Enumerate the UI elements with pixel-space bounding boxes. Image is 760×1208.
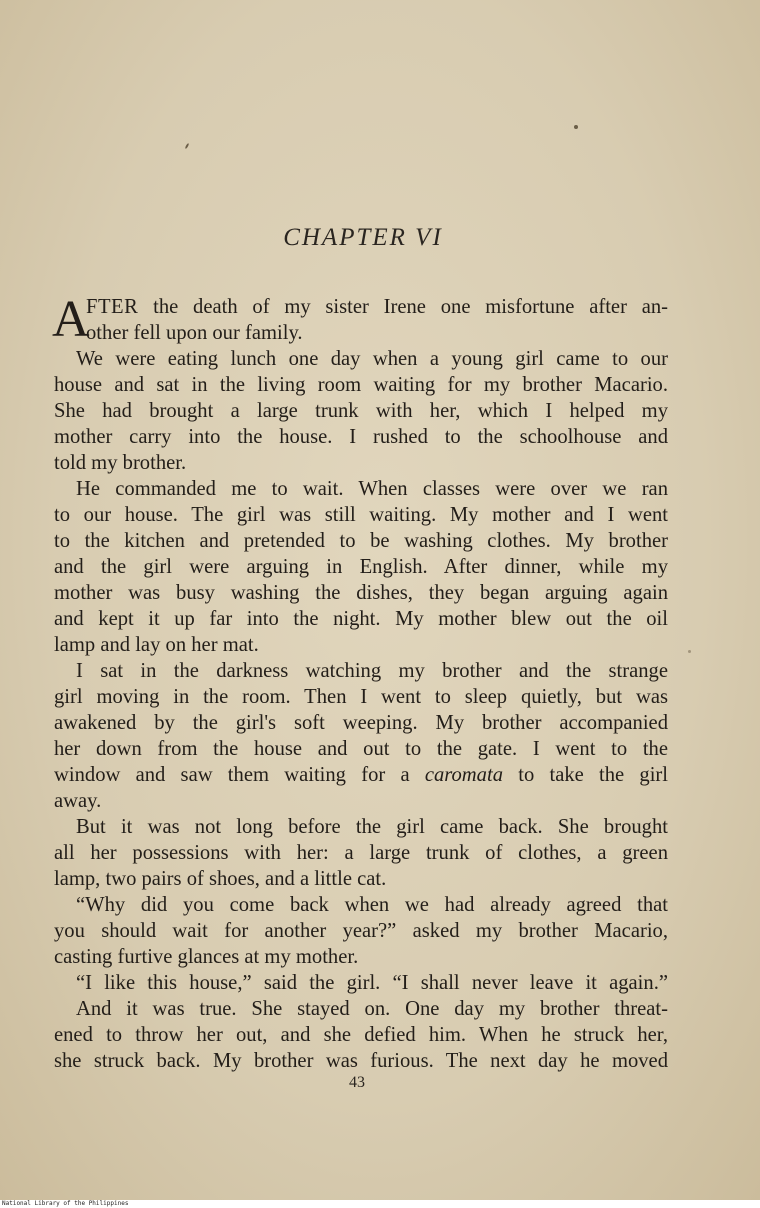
text-line-content: ened to throw her out, and she defied him. When he struck her,: [54, 1024, 668, 1046]
text-line: [54, 918, 668, 944]
text-line-content: told my brother.: [54, 452, 187, 474]
text-line-content: girl moving in the room. Then I went to sleep quietly, but was: [54, 686, 668, 708]
text-line: [54, 814, 668, 840]
drop-cap: A: [52, 291, 90, 348]
text-line-content: And it was true. She stayed on. One day my brother threat-: [76, 998, 668, 1020]
text-line-content: window and saw them waiting for a: [54, 764, 425, 786]
text-line-content: away.: [54, 790, 102, 812]
text-line: [54, 632, 668, 658]
text-line-content: lamp and lay on her mat.: [54, 634, 259, 656]
text-line: [54, 1048, 668, 1074]
text-line-content: lamp, two pairs of shoes, and a little cat.: [54, 868, 387, 890]
opening-line-2: other fell upon our family.: [86, 322, 303, 344]
text-line: [54, 580, 668, 606]
chapter-title: CHAPTER VI: [283, 224, 443, 251]
text-line-content: she struck back. My brother was furious. The next day he moved: [54, 1050, 668, 1072]
text-line-content: We were eating lunch one day when a young girl came to our: [76, 348, 668, 370]
text-line-content: and the girl were arguing in English. After dinner, while my: [54, 556, 668, 578]
opening-line-1: [86, 294, 668, 320]
text-line-content: to the kitchen and pretended to be washing clothes. My brother: [54, 530, 668, 552]
text-line: [54, 762, 668, 788]
text-line: [54, 372, 668, 398]
text-line: [54, 684, 668, 710]
text-line: [54, 710, 668, 736]
text-line-content: all her possessions with her: a large trunk of clothes, a green: [54, 842, 668, 864]
text-line-content: to our house. The girl was still waiting. My mother and I went: [54, 504, 668, 526]
text-line-content: her down from the house and out to the gate. I went to the: [54, 738, 668, 760]
body-text: [54, 346, 668, 1074]
text-line-content: house and sat in the living room waiting for my brother Macario.: [54, 374, 668, 396]
text-line: [54, 502, 668, 528]
text-line: [54, 1022, 668, 1048]
text-line: [54, 658, 668, 684]
text-line-content: to take the girl: [503, 764, 668, 786]
text-line: [54, 736, 668, 762]
text-line-content: She had brought a large trunk with her, which I helped my: [54, 400, 668, 422]
text-line: [54, 424, 668, 450]
paper-speck: [185, 143, 190, 149]
text-line: [54, 450, 668, 476]
page-number: 43: [349, 1074, 365, 1091]
paper-speck: [574, 125, 578, 129]
text-line: [54, 606, 668, 632]
text-line: [54, 866, 668, 892]
opening-smallcaps: FTER: [86, 296, 139, 318]
text-line-content: mother carry into the house. I rushed to the schoolhouse and: [54, 426, 668, 448]
text-line-content: “Why did you come back when we had already agreed that: [76, 894, 668, 916]
text-line-content: you should wait for another year?” asked my brother Macario,: [54, 920, 668, 942]
text-line-content: But it was not long before the girl came back. She brought: [76, 816, 668, 838]
text-line: [54, 398, 668, 424]
library-footer: National Library of the Philippines: [2, 1200, 129, 1207]
text-line-content: mother was busy washing the dishes, they began arguing again: [54, 582, 668, 604]
text-line-content: He commanded me to wait. When classes were over we ran: [76, 478, 668, 500]
text-line: [54, 996, 668, 1022]
opening-line-1-rest: the death of my sister Irene one misfortune after an-: [138, 296, 668, 318]
text-line: [54, 346, 668, 372]
text-line-content: I sat in the darkness watching my brother and the strange: [76, 660, 668, 682]
paper-speck: [688, 650, 691, 653]
text-line-content: “I like this house,” said the girl. “I shall never leave it again.”: [76, 972, 668, 994]
text-line: [54, 554, 668, 580]
italic-word: caromata: [424, 764, 503, 786]
text-line: [54, 944, 668, 970]
text-line: [54, 528, 668, 554]
text-line: [54, 840, 668, 866]
text-line-content: and kept it up far into the night. My mother blew out the oil: [54, 608, 668, 630]
text-line: [54, 970, 668, 996]
text-line-content: awakened by the girl's soft weeping. My brother accompanied: [54, 712, 668, 734]
text-line: [54, 476, 668, 502]
text-line: [54, 788, 668, 814]
opening-lines: [86, 294, 668, 346]
text-line: [54, 892, 668, 918]
text-line-content: casting furtive glances at my mother.: [54, 946, 359, 968]
